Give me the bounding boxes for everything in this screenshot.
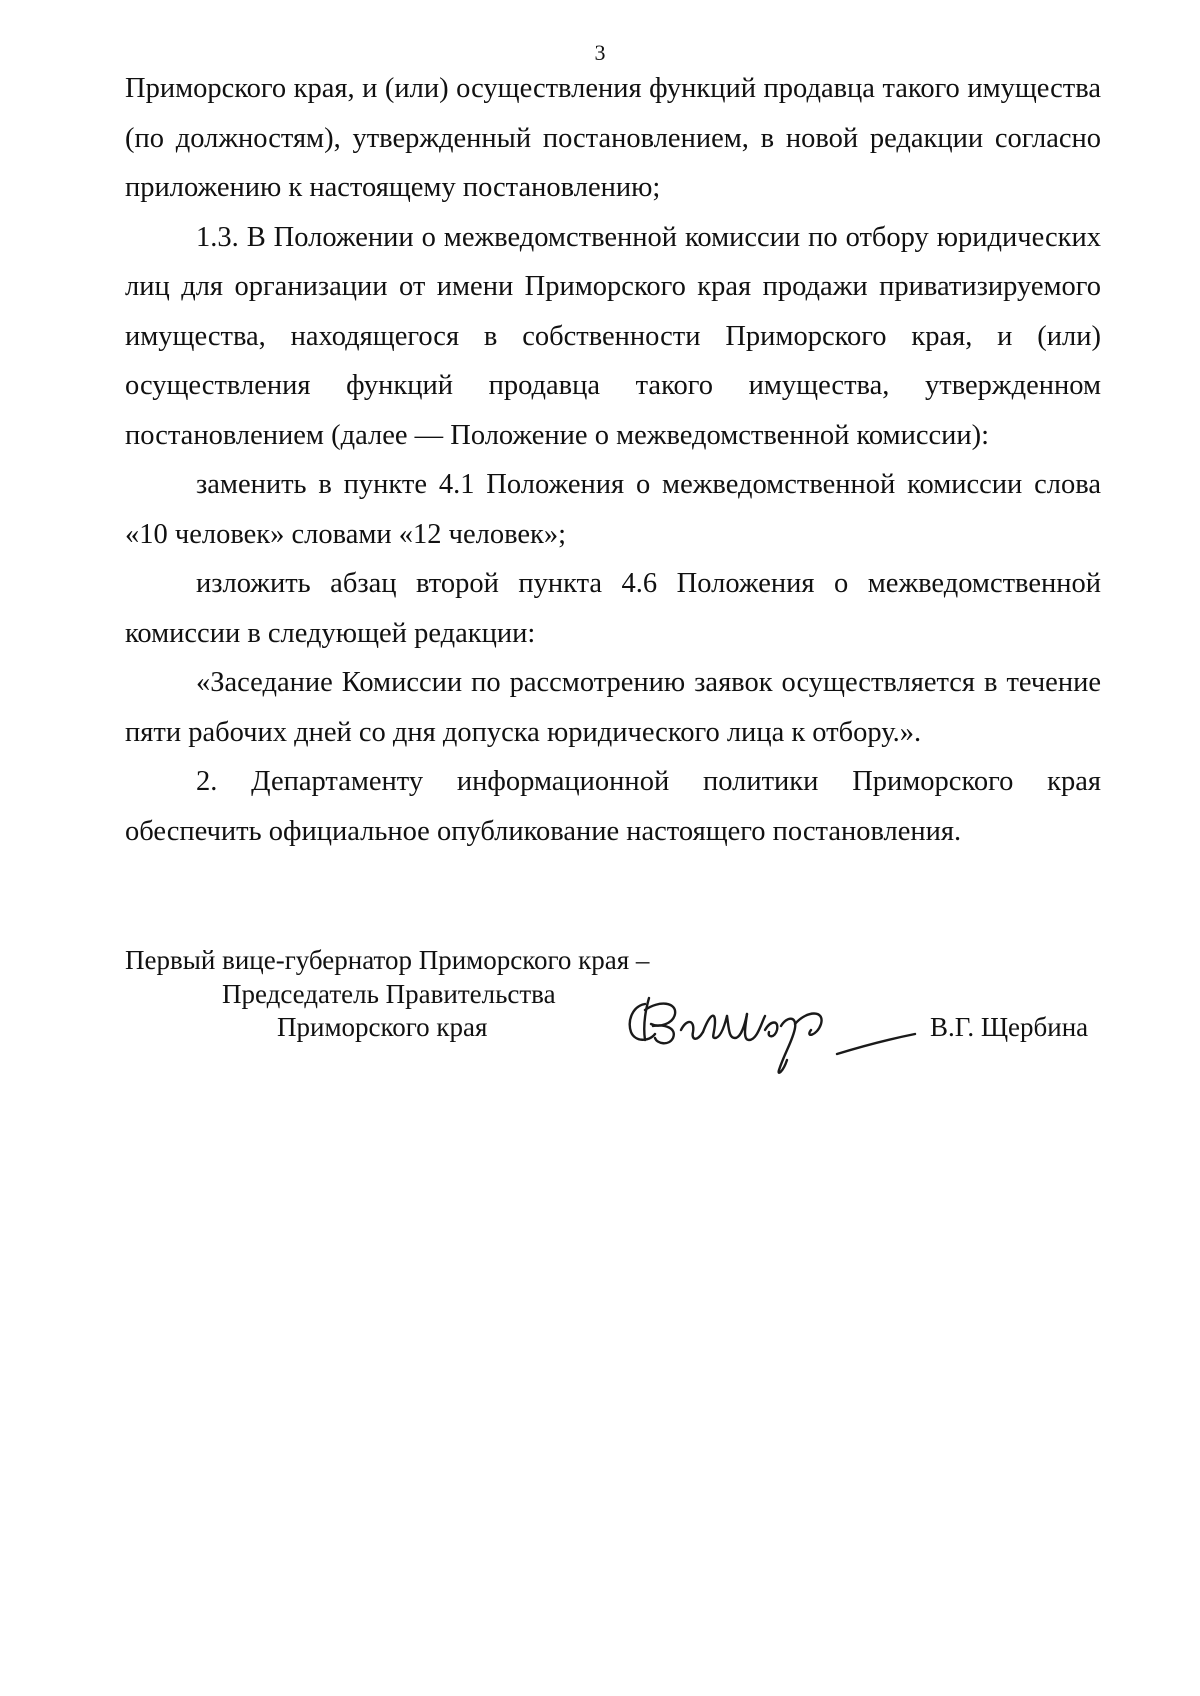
signature-block xyxy=(125,944,1101,1074)
paragraph-1: Приморского края, и (или) осуществления функций продавца такого имущества (по должностям), утвержденный постановлением, в новой редакции согласно приложению к настоящему постановлению; xyxy=(125,73,1101,203)
paragraph-4: изложить абзац второй пункта 4.6 Положения о межведомственной комиссии в следующей редакции: xyxy=(125,568,1101,649)
page-number: 3 xyxy=(594,40,606,65)
handwritten-signature xyxy=(615,980,955,1080)
signatory-title-line-2: Председатель Правительства xyxy=(222,979,556,1009)
signatory-title-line-1: Первый вице-губернатор Приморского края – xyxy=(125,945,650,975)
signatory-name: В.Г. Щербина xyxy=(930,1012,1089,1042)
paragraph-6: 2. Департаменту информационной политики Приморского края обеспечить официальное опубликование настоящего постановления. xyxy=(125,766,1101,847)
paragraph-3: заменить в пункте 4.1 Положения о межведомственной комиссии слова «10 человек» словами «12 человек»; xyxy=(125,469,1101,550)
paragraph-2: 1.3. В Положении о межведомственной комиссии по отбору юридических лиц для организации от имени Приморского края продажи приватизируемого имущества, находящегося в собственности Приморского края, и (или) осуществления функций продавца такого имущества, утвержденном постановлением (далее — Положение о межведомственной комиссии): xyxy=(125,221,1101,451)
signatory-title-line-3: Приморского края xyxy=(277,1012,488,1042)
paragraph-5: «Заседание Комиссии по рассмотрению заявок осуществляется в течение пяти рабочих дней со дня допуска юридического лица к отбору.». xyxy=(125,667,1101,748)
document-body xyxy=(125,64,1101,856)
